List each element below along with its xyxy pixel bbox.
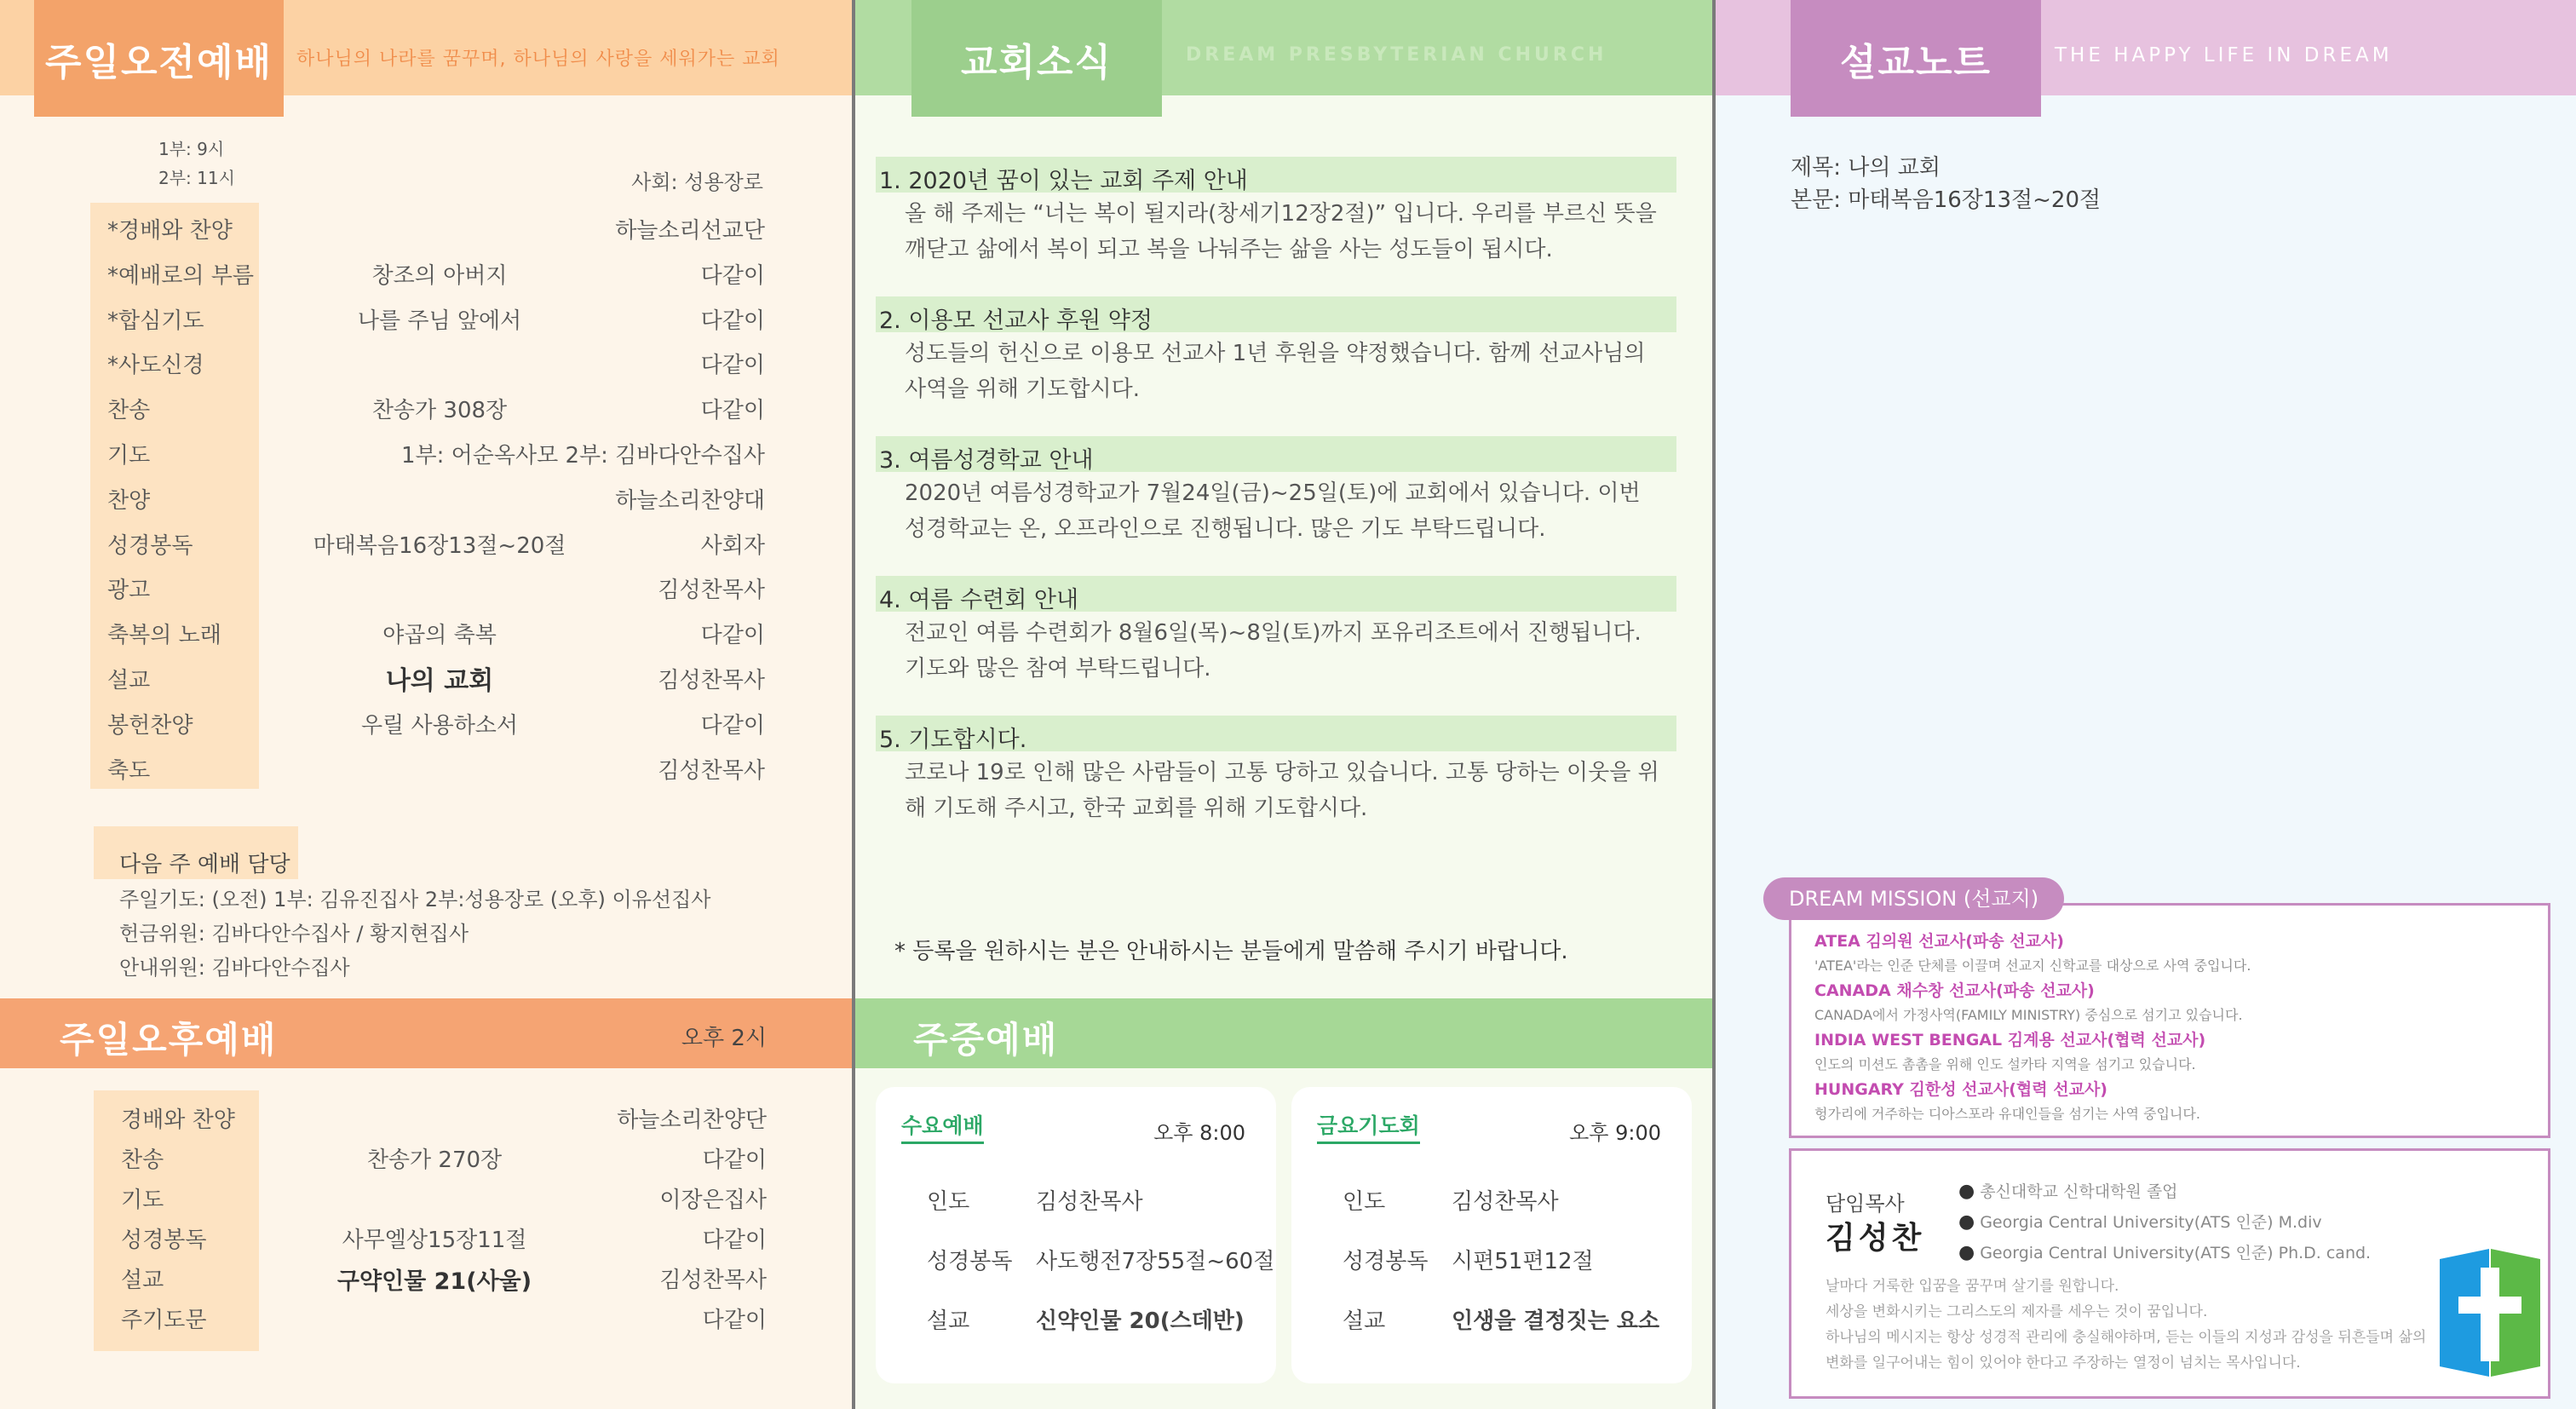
duty-line: 헌금위원: 김바다안수집사 / 황지현집사	[119, 922, 469, 946]
wednesday-service-name: 수요예배	[901, 1109, 984, 1144]
order-row: *합심기도 나를 주님 앞에서 다같이	[107, 308, 765, 334]
next-week-duties	[119, 883, 710, 985]
mission-item: ATEA 김의원 선교사(파송 선교사) 'ATEA'라는 인준 단체를 이끌며 선교지 신학교를 대상으로 사역 중입니다.	[1814, 932, 2251, 974]
news-item	[876, 157, 1676, 267]
news-body: 올 해 주제는 “너는 복이 될지라(창세기12장2절)” 입니다. 우리를 부르신 뜻을 깨닫고 삶에서 복이 되고 복을 나눠주는 삶을 사는 성도들이 됩시다.	[905, 201, 1657, 262]
pastor-name: 김성찬	[1826, 1221, 1925, 1256]
first-service-time: 1부: 9시	[158, 139, 225, 159]
afternoon-service-title: 주일오후예배	[60, 1019, 278, 1061]
order-row: 성경봉독 마태복음16장13절~20절 사회자	[107, 532, 765, 559]
church-news-panel	[855, 0, 1712, 1409]
weekday-service-title: 주중예배	[913, 1019, 1059, 1061]
pastor-message: 날마다 거룩한 입꿈을 꿈꾸며 살기를 원합니다. 세상을 변화시키는 그리스도의 제자를 세우는 것이 꿈입니다. 하나님의 메시지는 항상 성경적 관리에 충실해야하며, 듣는 이들의 지성과 감성을 뒤흔들며 삶의 변화를 일구어내는 힘이 있어야 한다고 주장하는 열정이 넘치는 목사입니다.	[1826, 1278, 2427, 1372]
degree-item: ● 총신대학교 신학대학원 졸업	[1958, 1176, 2371, 1207]
news-title: 2. 이용모 선교사 후원 약정	[876, 296, 1676, 332]
mission-item: HUNGARY 김한성 선교사(협력 선교사) 헝가리에 거주하는 디아스포라 유대인들을 섬기는 사역 중입니다.	[1814, 1080, 2200, 1122]
sermon-note-panel	[1716, 0, 2576, 1409]
order-row: *예배로의 부름 창조의 아버지 다같이	[107, 262, 765, 289]
news-list	[876, 157, 1676, 855]
news-item	[876, 296, 1676, 407]
order-row: 봉헌찬양 우릴 사용하소서 다같이	[107, 712, 765, 739]
church-motto: 하나님의 나라를 꿈꾸며, 하나님의 사랑을 세워가는 교회	[296, 49, 780, 70]
pastor-degrees	[1958, 1176, 2371, 1268]
card-row: 설교 신약인물 20(스데반)	[927, 1308, 1245, 1334]
degree-item: ● Georgia Central University(ATS 인준) Ph.D. cand.	[1958, 1238, 2371, 1268]
afternoon-service-band	[0, 998, 852, 1068]
order-row: 성경봉독 사무엘상15장11절 다같이	[121, 1228, 767, 1253]
card-row: 설교 인생을 결정짓는 요소	[1343, 1308, 1660, 1334]
weekday-service-band	[855, 998, 1712, 1068]
afternoon-service-time: 오후 2시	[681, 1026, 767, 1051]
friday-prayer-name: 금요기도회	[1317, 1109, 1420, 1144]
order-row: 기도 1부: 어순옥사모 2부: 김바다안수집사	[107, 442, 765, 469]
mission-item: INDIA WEST BENGAL 김계용 선교사(협력 선교사) 인도의 미션도 촘촘을 위해 인도 설카타 지역을 섬기고 있습니다.	[1814, 1031, 2206, 1073]
news-title: 1. 2020년 꿈이 있는 교회 주제 안내	[876, 157, 1676, 193]
duty-line: 안내위원: 김바다안수집사	[119, 956, 350, 980]
news-body: 성도들의 헌신으로 이용모 선교사 1년 후원을 약정했습니다. 함께 선교사님의 사역을 위해 기도합시다.	[905, 341, 1646, 402]
order-row-sermon: 설교 나의 교회 김성찬목사	[90, 653, 772, 698]
duty-line: 주일기도: (오전) 1부: 김유진집사 2부:성용장로 (오후) 이유선집사	[119, 888, 711, 912]
next-week-heading: 다음 주 예배 담당	[94, 826, 298, 879]
pastor-box	[1789, 1148, 2550, 1399]
sermon-info	[1791, 152, 2101, 216]
news-item	[876, 716, 1676, 826]
card-row: 인도 김성찬목사	[1343, 1189, 1559, 1215]
order-row: 찬송 찬송가 270장 다같이	[121, 1147, 767, 1173]
order-row: 찬송 찬송가 308장 다같이	[107, 398, 765, 424]
sermon-note-title: 설교노트	[1791, 0, 2041, 117]
news-title: 4. 여름 수련회 안내	[876, 576, 1676, 612]
order-row: 주기도문 다같이	[121, 1308, 767, 1333]
order-row: *사도신경 다같이	[107, 353, 765, 379]
mission-item: CANADA 채수창 선교사(파송 선교사) CANADA에서 가정사역(FAMILY MINISTRY) 중심으로 섬기고 있습니다.	[1814, 981, 2243, 1023]
order-row: 찬양 하늘소리찬양대	[107, 487, 765, 514]
news-body: 2020년 여름성경학교가 7월24일(금)~25일(토)에 교회에서 있습니다. 이번 성경학교는 온, 오프라인으로 진행됩니다. 많은 기도 부탁드립니다.	[905, 480, 1641, 542]
second-service-time: 2부: 11시	[158, 168, 235, 188]
church-cross-logo-icon	[2440, 1249, 2540, 1377]
sermon-note-tagline: THE HAPPY LIFE IN DREAM	[2055, 44, 2393, 66]
news-title: 5. 기도합시다.	[876, 716, 1676, 751]
news-title: 3. 여름성경학교 안내	[876, 436, 1676, 472]
afternoon-order-list	[94, 1094, 772, 1334]
sermon-scripture-line: 본문: 마태복음16장13절~20절	[1791, 187, 2102, 213]
worship-order-list	[90, 203, 772, 787]
service-times	[158, 135, 235, 193]
order-row: *경배와 찬양 하늘소리선교단	[107, 218, 765, 244]
news-item	[876, 436, 1676, 547]
morning-service-panel	[0, 0, 852, 1409]
church-name-en: DREAM PRESBYTERIAN CHURCH	[1186, 44, 1607, 66]
order-row: 축도 김성찬목사	[107, 757, 765, 784]
news-item	[876, 576, 1676, 687]
registration-notice: * 등록을 원하시는 분은 안내하시는 분들에게 말씀해 주시기 바랍니다.	[894, 939, 1568, 964]
wednesday-service-time: 오후 8:00	[1153, 1121, 1245, 1145]
degree-item: ● Georgia Central University(ATS 인준) M.div	[1958, 1207, 2371, 1238]
morning-service-title: 주일오전예배	[34, 0, 284, 117]
mission-list	[1814, 929, 2547, 1126]
friday-prayer-time: 오후 9:00	[1569, 1121, 1661, 1145]
church-news-title: 교회소식	[911, 0, 1162, 117]
order-row: 광고 김성찬목사	[107, 578, 765, 604]
friday-prayer-card	[1291, 1087, 1692, 1383]
mission-label: DREAM MISSION (선교지)	[1763, 877, 2064, 920]
news-body: 전교인 여름 수련회가 8월6일(목)~8일(토)까지 포유리조트에서 진행됩니다. 기도와 많은 참여 부탁드립니다.	[905, 620, 1642, 681]
sermon-title-line: 제목: 나의 교회	[1791, 155, 1941, 181]
news-body: 코로나 19로 인해 많은 사람들이 고통 당하고 있습니다. 고통 당하는 이웃을 위해 기도해 주시고, 한국 교회를 위해 기도합시다.	[905, 760, 1659, 821]
sermon-title: 나의 교회	[385, 665, 494, 696]
wednesday-service-card	[876, 1087, 1276, 1383]
order-row: 경배와 찬양 하늘소리찬양단	[121, 1107, 767, 1133]
pastor-role: 담임목사	[1826, 1192, 1905, 1216]
card-row: 성경봉독 시편51편12절	[1343, 1249, 1594, 1274]
card-row: 성경봉독 사도행전7장55절~60절	[927, 1249, 1275, 1274]
card-row: 인도 김성찬목사	[927, 1189, 1143, 1215]
presider: 사회: 성용장로	[631, 170, 763, 194]
order-row: 기도 이장은집사	[121, 1188, 767, 1213]
order-row-sermon: 설교 구약인물 21(사울) 김성찬목사	[121, 1268, 767, 1295]
order-row: 축복의 노래 야곱의 축복 다같이	[107, 623, 765, 649]
